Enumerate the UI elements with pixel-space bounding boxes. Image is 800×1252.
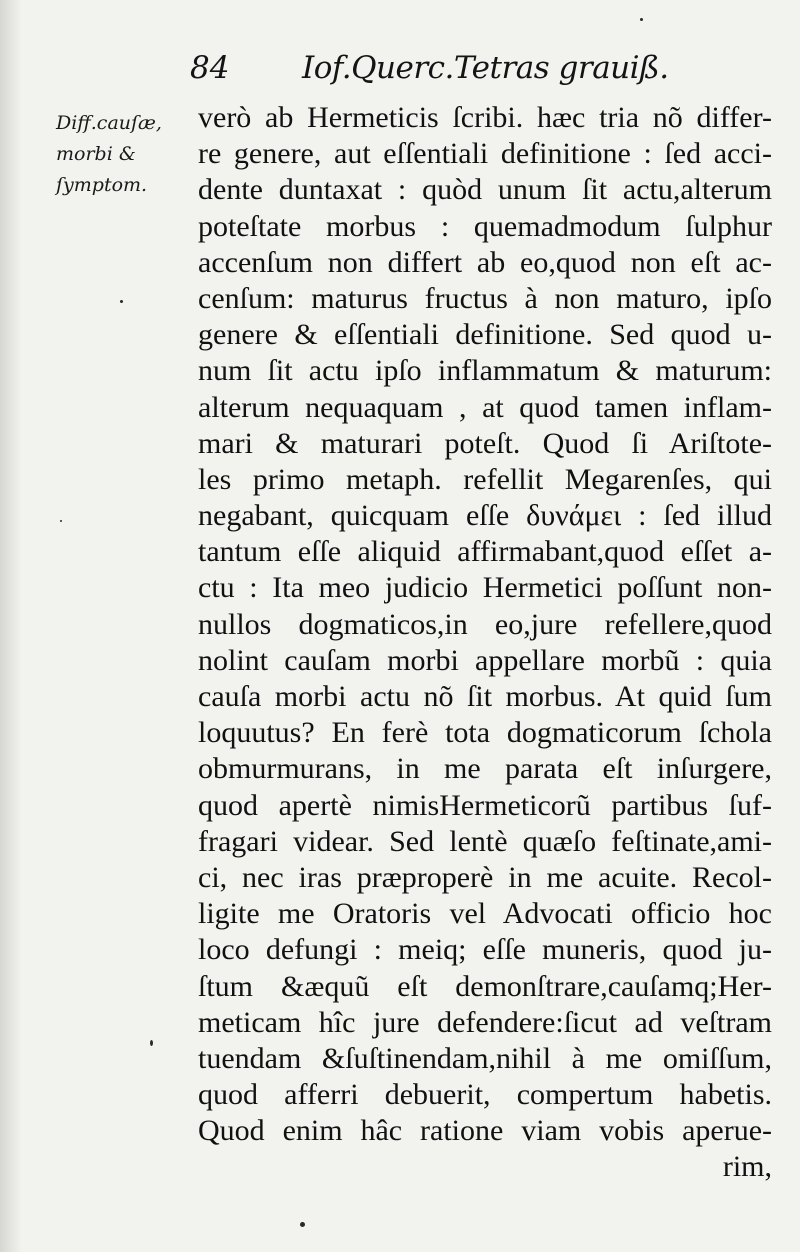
text-line: Quod enim hâc ratione viam vobis aperue-	[198, 1114, 772, 1148]
text-line: quod afferri debuerit, compertum habetis.	[198, 1078, 772, 1112]
text-line: nolint cauſam morbi appellare morbũ : quia	[198, 643, 772, 677]
marginal-note-line: Diff.cauſæ,	[56, 112, 162, 134]
text-line: loco defungi : meiq; eſſe muneris, quod ju-	[198, 933, 772, 967]
body-text	[198, 100, 772, 1186]
text-line: quod apertè nimisHermeticorũ partibus ſuf-	[198, 788, 772, 822]
text-line: obmurmurans, in me parata eſt inſurgere,	[198, 752, 772, 786]
text-line: les primo metaph. refellit Megarenſes, qui	[198, 462, 772, 496]
text-line: fragari videar. Sed lentè quæſo feſtinate,ami-	[198, 824, 772, 858]
text-line: verò ab Hermeticis ſcribi. hæc tria nõ differ-	[198, 101, 772, 134]
text-line: ſtum &æquũ eſt demonſtrare,cauſamq;Her-	[198, 969, 772, 1003]
page-edge-shadow	[0, 0, 22, 1252]
paper-speck	[300, 1222, 305, 1227]
marginal-note	[56, 108, 186, 201]
text-line: accenſum non differt ab eo,quod non eſt ac-	[198, 245, 772, 279]
text-line: cauſa morbi actu nõ ſit morbus. At quid ſum	[198, 680, 772, 713]
running-head	[190, 44, 770, 90]
text-line: genere & eſſentiali definitione. Sed quod u-	[198, 318, 772, 352]
text-line: nullos dogmaticos,in eo,jure refellere,quod	[198, 607, 772, 641]
marginal-note-line: morbi &	[56, 143, 136, 165]
marginal-note-line: ſymptom.	[56, 174, 148, 196]
text-line: tantum eſſe aliquid affirmabant,quod eſſet a-	[198, 535, 772, 569]
text-line: poteſtate morbus : quemadmodum ſulphur	[198, 209, 772, 243]
text-line: loquutus? En ferè tota dogmaticorum ſchola	[198, 716, 772, 750]
page-number: 84	[190, 50, 230, 86]
text-line: cenſum: maturus fructus à non maturo, ipſo	[198, 281, 772, 315]
text-line: ligite me Oratoris vel Advocati officio hoc	[198, 897, 772, 931]
running-title: Iof.Querc.Tetras grauiß.	[302, 50, 669, 86]
text-line: dente duntaxat : quòd unum ſit actu,alterum	[198, 173, 772, 207]
paper-speck	[150, 1040, 153, 1046]
paper-speck	[120, 300, 123, 303]
text-line: meticam hîc jure defendere:ſicut ad veſtram	[198, 1005, 772, 1039]
text-line: tuendam &ſuſtinendam,nihil à me omiſſum,	[198, 1041, 772, 1075]
text-line: num ſit actu ipſo inflammatum & maturum:	[198, 354, 772, 388]
text-line: ci, nec iras præproperè in me acuite. Recol-	[198, 860, 772, 894]
text-line: re genere, aut eſſentiali definitione : ſed acci-	[198, 137, 772, 171]
text-line: negabant, quicquam eſſe δυνάμει : ſed illud	[198, 499, 772, 533]
text-line: ctu : Ita meo judicio Hermetici poſſunt non-	[198, 571, 772, 605]
paper-speck	[640, 18, 643, 21]
catchword: rim,	[722, 1150, 772, 1184]
paper-speck	[60, 520, 62, 522]
text-line: mari & maturari poteſt. Quod ſi Ariſtote-	[198, 426, 772, 460]
text-line: alterum nequaquam , at quod tamen inflam-	[198, 390, 772, 424]
